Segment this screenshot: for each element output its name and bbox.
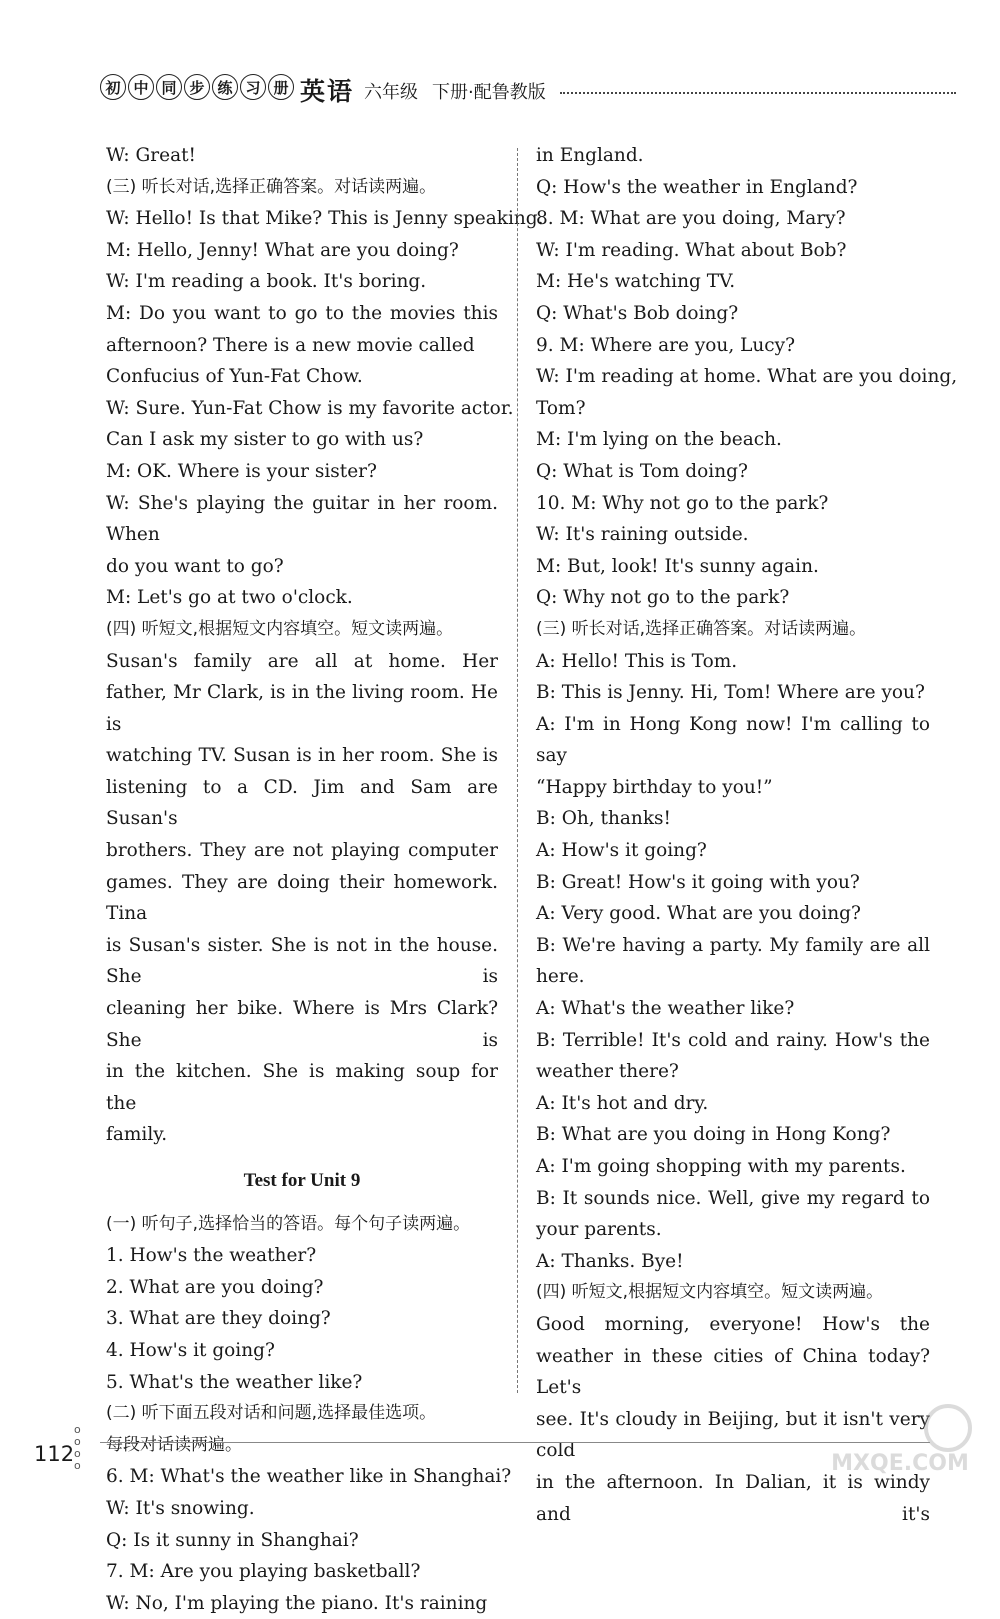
series-char: 习	[240, 74, 266, 100]
section-instruction: 每段对话读两遍。	[106, 1434, 242, 1455]
text-line: 2. What are you doing?	[106, 1276, 324, 1298]
text-line: W: It's snowing.	[106, 1497, 255, 1519]
text-line: afternoon? There is a new movie called	[106, 334, 475, 356]
text-line: Tom?	[536, 397, 586, 419]
text-line: A: How's it going?	[536, 840, 707, 862]
series-char: 中	[128, 74, 154, 100]
text-line: A: It's hot and dry.	[536, 1092, 709, 1114]
text-line: B: Great! How's it going with you?	[536, 871, 860, 893]
text-line: M: I'm lying on the beach.	[536, 429, 782, 451]
section-instruction: (三) 听长对话,选择正确答案。对话读两遍。	[106, 176, 437, 197]
text-line: watching TV. Susan is in her room. She is	[106, 745, 498, 767]
page-number-ornament: o o o o	[74, 1423, 81, 1472]
series-char: 同	[156, 74, 182, 100]
text-line: B: What are you doing in Hong Kong?	[536, 1124, 891, 1146]
text-line: A: I'm going shopping with my parents.	[536, 1156, 906, 1177]
text-line: 10. M: Why not go to the park?	[536, 492, 829, 514]
text-line: M: Let's go at two o'clock.	[106, 587, 353, 609]
text-line: listening to a CD. Jim and Sam are Susan's	[106, 776, 498, 830]
text-line: 3. What are they doing?	[106, 1308, 331, 1330]
text-line: 9. M: Where are you, Lucy?	[536, 334, 796, 356]
text-line: M: Hello, Jenny! What are you doing?	[106, 239, 459, 261]
text-line: M: OK. Where is your sister?	[106, 460, 377, 482]
text-line: do you want to go?	[106, 555, 284, 577]
text-line: Confucius of Yun-Fat Chow.	[106, 366, 363, 388]
footer-rule	[100, 1442, 930, 1443]
text-line: Good morning, everyone! How's the	[536, 1313, 930, 1335]
series-char: 册	[268, 74, 294, 100]
left-column	[106, 140, 544, 1619]
text-line: Q: What is Tom doing?	[536, 460, 748, 482]
text-line: weather in these cities of China today? Let's	[536, 1345, 930, 1399]
text-line: is Susan's sister. She is not in the house. She is	[106, 934, 498, 988]
text-line: A: What's the weather like?	[536, 998, 795, 1020]
text-line: Q: How's the weather in England?	[536, 176, 858, 198]
text-line: Q: Why not go to the park?	[536, 587, 790, 609]
text-line: cleaning her bike. Where is Mrs Clark? She is	[106, 998, 498, 1051]
text-line: here.	[536, 966, 585, 988]
section-instruction: (一) 听句子,选择恰当的答语。每个句子读两遍。	[106, 1213, 471, 1234]
watermark-logo	[820, 1390, 980, 1490]
text-line: B: Oh, thanks!	[536, 808, 671, 830]
text-line: Q: What's Bob doing?	[536, 302, 739, 324]
text-line: brothers. They are not playing computer	[106, 840, 498, 862]
series-char: 练	[212, 74, 238, 100]
text-line: B: It sounds nice. Well, give my regard to	[536, 1187, 930, 1209]
left-transcript	[106, 140, 544, 1151]
section-instruction: (三) 听长对话,选择正确答案。对话读两遍。	[536, 618, 867, 639]
text-line: in England.	[536, 145, 644, 166]
text-line: 8. M: What are you doing, Mary?	[536, 208, 846, 230]
section-instruction: (二) 听下面五段对话和问题,选择最佳选项。	[106, 1403, 437, 1424]
text-line: your parents.	[536, 1219, 662, 1241]
section-instruction: (四) 听短文,根据短文内容填空。短文读两遍。	[536, 1282, 884, 1303]
column-divider	[517, 148, 518, 1393]
text-line: B: This is Jenny. Hi, Tom! Where are you?	[536, 682, 925, 704]
text-line: W: Hello! Is that Mike? This is Jenny speaking.	[106, 208, 544, 230]
text-line: family.	[106, 1124, 168, 1146]
text-line: games. They are doing their homework. Tina	[106, 871, 498, 925]
text-line: A: Very good. What are you doing?	[536, 903, 861, 925]
text-line: M: But, look! It's sunny again.	[536, 555, 819, 577]
volume-label: 下册·配鲁教版	[432, 82, 546, 103]
text-line: Susan's family are all at home. Her	[106, 650, 498, 672]
header-dotted-rule	[560, 92, 956, 94]
series-title	[100, 74, 294, 100]
text-line: see. It's cloudy in Beijing, but it isn't very cold	[536, 1408, 930, 1462]
text-line: 5. What's the weather like?	[106, 1371, 363, 1393]
page-number: 112	[34, 1442, 75, 1466]
text-line: W: It's raining outside.	[536, 524, 749, 546]
series-char: 初	[100, 74, 126, 100]
text-line: W: I'm reading a book. It's boring.	[106, 271, 427, 293]
text-line: father, Mr Clark, is in the living room. He is	[106, 682, 498, 735]
text-line: W: Great!	[106, 145, 196, 166]
text-line: W: I'm reading at home. What are you doing,	[536, 366, 958, 388]
section-instruction: (四) 听短文,根据短文内容填空。短文读两遍。	[106, 618, 454, 639]
text-line: M: Do you want to go to the movies this	[106, 302, 498, 324]
text-line: Q: Is it sunny in Shanghai?	[106, 1529, 359, 1551]
text-line: 6. M: What's the weather like in Shanghai?	[106, 1466, 512, 1488]
right-column	[536, 140, 958, 1530]
text-line: A: Hello! This is Tom.	[536, 650, 738, 672]
text-line: 4. How's it going?	[106, 1339, 275, 1361]
text-line: in the afternoon. In Dalian, it is windy and it's	[536, 1471, 930, 1525]
text-line: A: Thanks. Bye!	[536, 1250, 684, 1272]
text-line: B: Terrible! It's cold and rainy. How's the	[536, 1029, 930, 1051]
text-line: in the kitchen. She is making soup for the	[106, 1061, 498, 1114]
text-line: W: No, I'm playing the piano. It's raining	[106, 1592, 488, 1614]
page-header	[100, 74, 960, 108]
text-line: W: I'm reading. What about Bob?	[536, 239, 847, 261]
subject-title: 英语	[300, 77, 355, 106]
text-line: “Happy birthday to you!”	[536, 776, 773, 798]
right-transcript	[536, 140, 958, 1530]
text-line: W: Sure. Yun-Fat Chow is my favorite actor.	[106, 397, 514, 419]
text-line: Can I ask my sister to go with us?	[106, 429, 424, 451]
left-transcript-test	[106, 1209, 512, 1619]
text-line: M: He's watching TV.	[536, 271, 736, 293]
series-char: 步	[184, 74, 210, 100]
text-line: 7. M: Are you playing basketball?	[106, 1561, 421, 1583]
watermark-text: MXQE.COM	[831, 1451, 969, 1476]
text-line: A: I'm in Hong Kong now! I'm calling to say	[536, 713, 930, 767]
text-line: 1. How's the weather?	[106, 1245, 317, 1267]
text-line: weather there?	[536, 1061, 679, 1083]
section-title: Test for Unit 9	[243, 1170, 361, 1191]
text-line: W: She's playing the guitar in her room. When	[106, 492, 498, 546]
text-line: B: We're having a party. My family are all	[536, 934, 930, 956]
grade-label: 六年级	[364, 82, 418, 103]
